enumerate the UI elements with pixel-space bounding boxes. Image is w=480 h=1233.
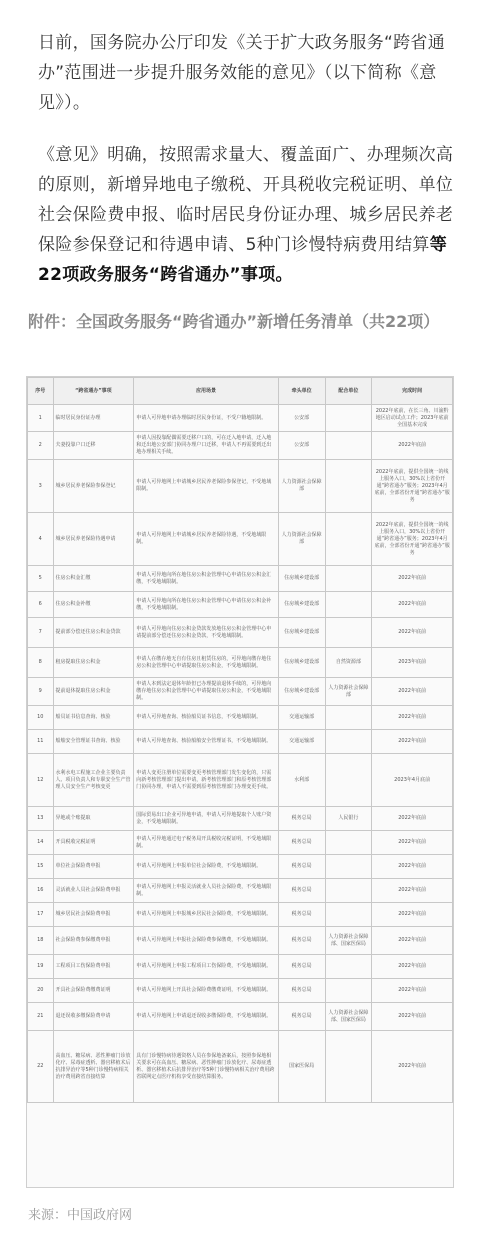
row-lead-unit: 人力资源社会保障部 — [278, 513, 325, 566]
header-item: “跨省通办”事项 — [53, 378, 134, 405]
row-scenario: 申请人可异地查询、核验船舶安全管理证书，不受地域限制。 — [134, 730, 279, 754]
row-lead-unit: 税务总局 — [278, 927, 325, 955]
row-index: 13 — [28, 807, 54, 831]
header-deadline: 完成时间 — [372, 378, 453, 405]
row-index: 21 — [28, 1003, 54, 1031]
row-scenario: 申请人可异地网上申报灵活就业人员社会保险费，不受地域限制。 — [134, 879, 279, 903]
row-support-unit — [325, 1031, 372, 1103]
table-row — [28, 618, 453, 648]
row-item: 开具社会保险费缴费证明 — [53, 979, 134, 1003]
header-index: 序号 — [28, 378, 54, 405]
row-deadline: 2023年4月底前 — [372, 754, 453, 807]
row-deadline: 2023年底前 — [372, 648, 453, 678]
table-row — [28, 903, 453, 927]
row-lead-unit: 公安部 — [278, 405, 325, 432]
table-row — [28, 955, 453, 979]
row-deadline: 2022年底前 — [372, 1031, 453, 1103]
row-scenario: 申请人可异地网上申请城乡居民养老保险待遇，不受地域限制。 — [134, 513, 279, 566]
row-lead-unit: 住房城乡建设部 — [278, 566, 325, 592]
row-scenario: 申请人可异地网上申报社会保险费参保缴费，不受地域限制。 — [134, 927, 279, 955]
row-index: 6 — [28, 592, 54, 618]
row-scenario: 申请人可异地申请办理临时居民身份证，不受户籍地限制。 — [134, 405, 279, 432]
row-item: 租房提取住房公积金 — [53, 648, 134, 678]
row-scenario: 申请人可异地网上申报城乡居民社会保险费，不受地域限制。 — [134, 903, 279, 927]
intro-paragraph: 日前，国务院办公厅印发《关于扩大政务服务“跨省通办”范围进一步提升服务效能的意见》（以下简称《意见》）。 — [38, 33, 446, 113]
row-lead-unit: 住房城乡建设部 — [278, 618, 325, 648]
row-support-unit — [325, 879, 372, 903]
row-index: 16 — [28, 879, 54, 903]
table-row — [28, 592, 453, 618]
task-list-table-image — [26, 376, 454, 1188]
table-row — [28, 1003, 453, 1031]
row-support-unit: 自然资源部 — [325, 648, 372, 678]
row-item: 高血压、糖尿病、恶性肿瘤门诊放化疗、尿毒症透析、器官移植术后抗排异治疗等5种门诊慢特病相关治疗费用跨省直接结算 — [53, 1031, 134, 1103]
details-bold-text: 等22项政务服务“跨省通办”事项。 — [38, 235, 448, 285]
row-deadline: 2022年底前 — [372, 706, 453, 730]
row-index: 17 — [28, 903, 54, 927]
row-support-unit — [325, 855, 372, 879]
row-item: 异地或个账提取 — [53, 807, 134, 831]
row-item: 开具税收完税证明 — [53, 831, 134, 855]
row-index: 20 — [28, 979, 54, 1003]
row-scenario: 申请人变更注册单位需要变更考核管理部门发生变化的，只需向新考核管理部门提出申请，新考核管理部门和原考核管理部门协同办理，申请人不需要到原考核管理部门办理变更手续。 — [134, 754, 279, 807]
row-index: 18 — [28, 927, 54, 955]
row-support-unit: 人民银行 — [325, 807, 372, 831]
row-deadline: 2022年底前 — [372, 855, 453, 879]
row-deadline: 2022年底前 — [372, 566, 453, 592]
row-deadline: 2022年底前 — [372, 678, 453, 706]
row-item: 退还误收多缴保险费申请 — [53, 1003, 134, 1031]
row-support-unit — [325, 513, 372, 566]
row-lead-unit: 住房城乡建设部 — [278, 592, 325, 618]
row-index: 7 — [28, 618, 54, 648]
row-support-unit: 人力资源社会保障部 — [325, 678, 372, 706]
table-row — [28, 879, 453, 903]
row-lead-unit: 税务总局 — [278, 955, 325, 979]
table-row — [28, 979, 453, 1003]
row-lead-unit: 税务总局 — [278, 831, 325, 855]
row-support-unit — [325, 903, 372, 927]
header-scenario: 应用场景 — [134, 378, 279, 405]
row-index: 4 — [28, 513, 54, 566]
row-lead-unit: 交通运输部 — [278, 730, 325, 754]
row-support-unit — [325, 432, 372, 460]
row-deadline: 2022年底前 — [372, 879, 453, 903]
row-item: 单位社会保险费申报 — [53, 855, 134, 879]
task-list-table — [27, 377, 453, 1103]
row-item: 工程项目工伤保险费申报 — [53, 955, 134, 979]
header-support-unit: 配合单位 — [325, 378, 372, 405]
row-item: 夫妻投靠户口迁移 — [53, 432, 134, 460]
table-body — [28, 405, 453, 1103]
row-scenario: 申请人可异地向所在地住房公积金管理中心申请住房公积金汇缴，不受地域限制。 — [134, 566, 279, 592]
row-item: 临时居民身份证办理 — [53, 405, 134, 432]
row-index: 1 — [28, 405, 54, 432]
table-row — [28, 927, 453, 955]
row-support-unit — [325, 831, 372, 855]
row-support-unit — [325, 460, 372, 513]
row-index: 2 — [28, 432, 54, 460]
row-item: 社会保险费参保缴费申报 — [53, 927, 134, 955]
row-scenario: 申请人可异地网上开具社会保险费缴费证明，不受地域限制。 — [134, 979, 279, 1003]
row-lead-unit: 税务总局 — [278, 807, 325, 831]
row-index: 9 — [28, 678, 54, 706]
row-item: 提前退休提取住房公积金 — [53, 678, 134, 706]
row-item: 水利水电工程施工企业主要负责人、项目负责人和专职安全生产管理人员安全生产考核变更 — [53, 754, 134, 807]
row-scenario: 申请人可异地网上申请城乡居民养老保险参保登记，不受地域限制。 — [134, 460, 279, 513]
row-index: 15 — [28, 855, 54, 879]
row-scenario: 申请人因投靠配偶需要迁移户口的，可在迁入地申请，迁入地和迁出地公安部门协同办理户口迁移，申请人不再需要到迁出地办理相关手续。 — [134, 432, 279, 460]
table-row — [28, 807, 453, 831]
row-item: 住房公积金补缴 — [53, 592, 134, 618]
row-index: 22 — [28, 1031, 54, 1103]
row-deadline: 2022年底前，提供全国统一的线上服务入口，30%以上省份开通“跨省通办”服务；2023年4月底前，全部省份开通“跨省通办”服务 — [372, 460, 453, 513]
table-row — [28, 566, 453, 592]
table-row — [28, 678, 453, 706]
table-row — [28, 460, 453, 513]
row-index: 11 — [28, 730, 54, 754]
row-deadline: 2022年底前 — [372, 618, 453, 648]
table-row — [28, 513, 453, 566]
table-row — [28, 831, 453, 855]
row-index: 3 — [28, 460, 54, 513]
row-deadline: 2022年底前 — [372, 592, 453, 618]
row-lead-unit: 人力资源社会保障部 — [278, 460, 325, 513]
row-scenario: 申请人可异地网上申报工程项目工伤保险费，不受地域限制。 — [134, 955, 279, 979]
row-index: 12 — [28, 754, 54, 807]
attachment-caption: 附件：全国政务服务“跨省通办”新增任务清单（共22项） — [28, 312, 440, 331]
row-deadline: 2022年底前，在长三角、川渝黔地区启动试点工作；2023年底前全国基本完成 — [372, 405, 453, 432]
row-index: 19 — [28, 955, 54, 979]
table-row — [28, 754, 453, 807]
row-deadline: 2022年底前 — [372, 831, 453, 855]
row-lead-unit: 税务总局 — [278, 979, 325, 1003]
row-index: 5 — [28, 566, 54, 592]
row-item: 城乡居民养老保险待遇申请 — [53, 513, 134, 566]
row-lead-unit: 水利部 — [278, 754, 325, 807]
row-support-unit — [325, 592, 372, 618]
row-deadline: 2022年底前，提供全国统一的线上服务入口，30%以上省份开通“跨省通办”服务；2023年4月底前，全部省份开通“跨省通办”服务 — [372, 513, 453, 566]
row-deadline: 2022年底前 — [372, 1003, 453, 1031]
row-scenario: 申请人可异地向住房公积金贷款发放地住房公积金管理中心申请提前部分偿还住房公积金贷款，不受地域限制。 — [134, 618, 279, 648]
source-label: 来源：中国政府网 — [28, 1208, 133, 1223]
row-support-unit — [325, 618, 372, 648]
row-index: 8 — [28, 648, 54, 678]
row-item: 船员证书信息查询、核验 — [53, 706, 134, 730]
row-lead-unit: 国家医保局 — [278, 1031, 325, 1103]
row-support-unit: 人力资源社会保障部、国家医保局 — [325, 1003, 372, 1031]
row-scenario: 申请人在缴存地无自有住房且租赁住房的，可异地向缴存地住房公积金管理中心申请提取住房公积金，不受地域限制。 — [134, 648, 279, 678]
row-deadline: 2022年底前 — [372, 432, 453, 460]
row-scenario: 申请人可异地通过电子税务局开具税收完税证明，不受地域限制。 — [134, 831, 279, 855]
row-item: 城乡居民养老保险参保登记 — [53, 460, 134, 513]
row-lead-unit: 住房城乡建设部 — [278, 648, 325, 678]
row-support-unit — [325, 405, 372, 432]
row-support-unit — [325, 566, 372, 592]
details-text: 《意见》明确，按照需求量大、覆盖面广、办理频次高的原则，新增异地电子缴税、开具税收完税证明、单位社会保险费申报、临时居民身份证办理、城乡居民养老保险参保登记和待遇申请、5种门诊慢特病费用结算 — [38, 145, 454, 255]
header-lead-unit: 牵头单位 — [278, 378, 325, 405]
row-support-unit — [325, 955, 372, 979]
row-item: 灵活就业人员社会保险费申报 — [53, 879, 134, 903]
row-scenario: 申请人可异地网上申请退还误收多缴保险费，不受地域限制。 — [134, 1003, 279, 1031]
row-lead-unit: 公安部 — [278, 432, 325, 460]
row-lead-unit: 税务总局 — [278, 903, 325, 927]
table-row — [28, 1031, 453, 1103]
row-deadline: 2022年底前 — [372, 730, 453, 754]
row-scenario: 申请人可异地查询、核验船员证书信息，不受地域限制。 — [134, 706, 279, 730]
row-scenario: 具有门诊慢特病待遇资格人员在参保地备案后，按照参保地相关要求可在高血压、糖尿病、恶性肿瘤门诊放化疗、尿毒症透析、器官移植术后抗排异治疗等5种门诊慢特病相关治疗费用跨省联网定点医疗机构享受直接结算服务。 — [134, 1031, 279, 1103]
table-row — [28, 855, 453, 879]
table-header-row — [28, 378, 453, 405]
row-scenario: 国际贸易出口企业可异地申请，申请人可异地提取个人账户资金，不受地域限制。 — [134, 807, 279, 831]
row-deadline: 2022年底前 — [372, 903, 453, 927]
details-paragraph — [38, 140, 458, 290]
table-row — [28, 730, 453, 754]
row-scenario: 申请人可异地网上申报单位社会保险费，不受地域限制。 — [134, 855, 279, 879]
row-support-unit — [325, 979, 372, 1003]
row-lead-unit: 税务总局 — [278, 879, 325, 903]
row-lead-unit: 交通运输部 — [278, 706, 325, 730]
row-scenario: 申请人可异地向所在地住房公积金管理中心申请住房公积金补缴，不受地域限制。 — [134, 592, 279, 618]
row-support-unit — [325, 754, 372, 807]
row-support-unit — [325, 706, 372, 730]
row-index: 14 — [28, 831, 54, 855]
row-lead-unit: 税务总局 — [278, 1003, 325, 1031]
row-deadline: 2022年底前 — [372, 807, 453, 831]
row-item: 提前部分偿还住房公积金贷款 — [53, 618, 134, 648]
table-row — [28, 648, 453, 678]
row-support-unit — [325, 730, 372, 754]
row-scenario: 申请人本到法定退休年龄但已办理提前退休手续的，可异地向缴存地住房公积金管理中心申请提取住房公积金，不受地域限制。 — [134, 678, 279, 706]
row-item: 船舶安全管理证书查询、核验 — [53, 730, 134, 754]
row-index: 10 — [28, 706, 54, 730]
table-row — [28, 405, 453, 432]
row-deadline: 2022年底前 — [372, 927, 453, 955]
row-item: 城乡居民社会保险费申报 — [53, 903, 134, 927]
row-lead-unit: 住房城乡建设部 — [278, 678, 325, 706]
table-row — [28, 706, 453, 730]
row-item: 住房公积金汇缴 — [53, 566, 134, 592]
row-support-unit: 人力资源社会保障部、国家医保局 — [325, 927, 372, 955]
table-row — [28, 432, 453, 460]
row-lead-unit: 税务总局 — [278, 855, 325, 879]
row-deadline: 2022年底前 — [372, 979, 453, 1003]
row-deadline: 2022年底前 — [372, 955, 453, 979]
